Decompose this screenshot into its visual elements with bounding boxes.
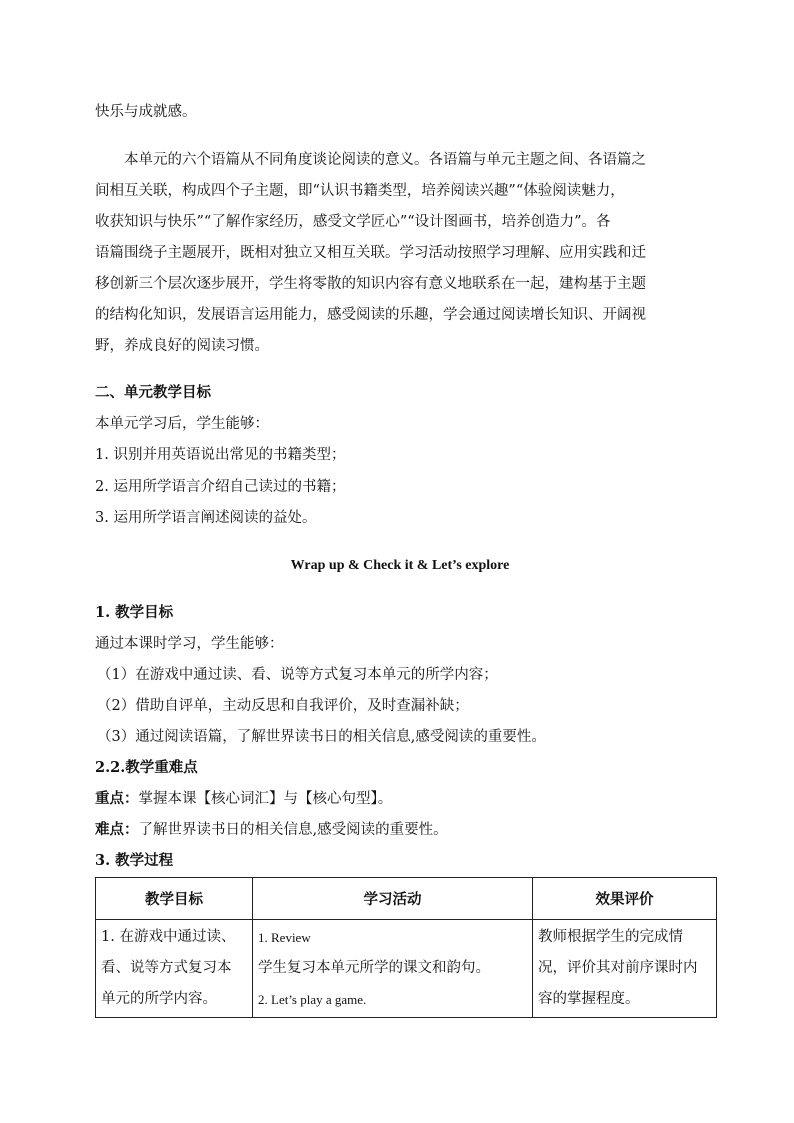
evaluation-cell-line: 容的掌握程度。 <box>538 991 640 1007</box>
intro-closing-line: 快乐与成就感。 <box>95 104 197 120</box>
activity-cell-line: 2. Let’s play a game. <box>258 992 367 1007</box>
goal-cell-line: 看、说等方式复习本 <box>101 960 232 976</box>
activity-cell-line: 1. Review <box>258 930 311 945</box>
table-row <box>96 920 717 1018</box>
column-header-activity: 学习活动 <box>253 878 533 920</box>
evaluation-cell-line: 况，评价其对前序课时内 <box>538 960 698 976</box>
difficulty-label: 难点： <box>95 821 139 838</box>
intro-paragraph-line: 移创新三个层次逐步展开，学生将零散的知识内容有意义地联系在一起，建构基于主题 <box>95 276 646 292</box>
intro-paragraph-line: 语篇围绕子主题展开，既相对独立又相互关联。学习活动按照学习理解、应用实践和迁 <box>95 245 646 261</box>
intro-paragraph-line: 本单元的六个语篇从不同角度谈论阅读的意义。各语篇与单元主题之间、各语篇之 <box>124 152 646 168</box>
intro-paragraph-line: 野，养成良好的阅读习惯。 <box>95 338 269 354</box>
teaching-process-table <box>95 877 717 1018</box>
intro-paragraph-line: 间相互关联，构成四个子主题，即“认识书籍类型，培养阅读兴趣”“体验阅读魅力， <box>95 183 625 199</box>
unit-goals-heading: 二、单元教学目标 <box>95 384 211 401</box>
difficulty-text: 了解世界读书日的相关信息,感受阅读的重要性。 <box>138 822 448 838</box>
activity-cell <box>253 920 533 1018</box>
table-header-row <box>96 878 717 920</box>
teaching-goal-item: （3）通过阅读语篇，了解世界读书日的相关信息,感受阅读的重要性。 <box>97 729 546 745</box>
teaching-goal-item: （1）在游戏中通过读、看、说等方式复习本单元的所学内容； <box>97 667 498 683</box>
goal-cell <box>96 920 253 1018</box>
unit-goal-item: 3. 运用所学语言阐述阅读的益处。 <box>95 510 317 526</box>
process-heading: 3. 教学过程 <box>95 852 174 869</box>
lesson-title: Wrap up & Check it & Let’s explore <box>290 558 510 573</box>
unit-goal-item: 2. 运用所学语言介绍自己读过的书籍； <box>95 479 346 495</box>
goal-cell-line: 单元的所学内容。 <box>101 991 217 1007</box>
focus-line <box>95 789 392 809</box>
intro-paragraph-line: 的结构化知识，发展语言运用能力，感受阅读的乐趣，学会通过阅读增长知识、开阔视 <box>95 307 646 323</box>
intro-paragraph-line: 收获知识与快乐”“了解作家经历，感受文学匠心”“设计图画书，培养创造力”。各 <box>95 214 611 230</box>
focus-label: 重点： <box>95 790 139 807</box>
teaching-goals-lead: 通过本课时学习，学生能够： <box>95 636 284 652</box>
evaluation-cell <box>533 920 717 1018</box>
teaching-goal-item: （2）借助自评单，主动反思和自我评价，及时查漏补缺； <box>97 698 469 714</box>
difficulty-line <box>95 820 448 840</box>
column-header-goal: 教学目标 <box>96 878 253 920</box>
evaluation-cell-line: 教师根据学生的完成情 <box>538 929 683 945</box>
teaching-goals-heading: 1. 教学目标 <box>95 604 174 621</box>
unit-goals-lead: 本单元学习后，学生能够： <box>95 416 269 432</box>
focus-text: 掌握本课【核心词汇】与【核心句型】。 <box>138 791 393 807</box>
column-header-evaluation: 效果评价 <box>533 878 717 920</box>
activity-cell-line: 学生复习本单元所学的课文和韵句。 <box>258 960 490 976</box>
unit-goal-item: 1. 识别并用英语说出常见的书籍类型； <box>95 447 346 463</box>
goal-cell-line: 1. 在游戏中通过读、 <box>101 929 236 945</box>
key-points-heading: 2.2.教学重难点 <box>95 759 198 776</box>
